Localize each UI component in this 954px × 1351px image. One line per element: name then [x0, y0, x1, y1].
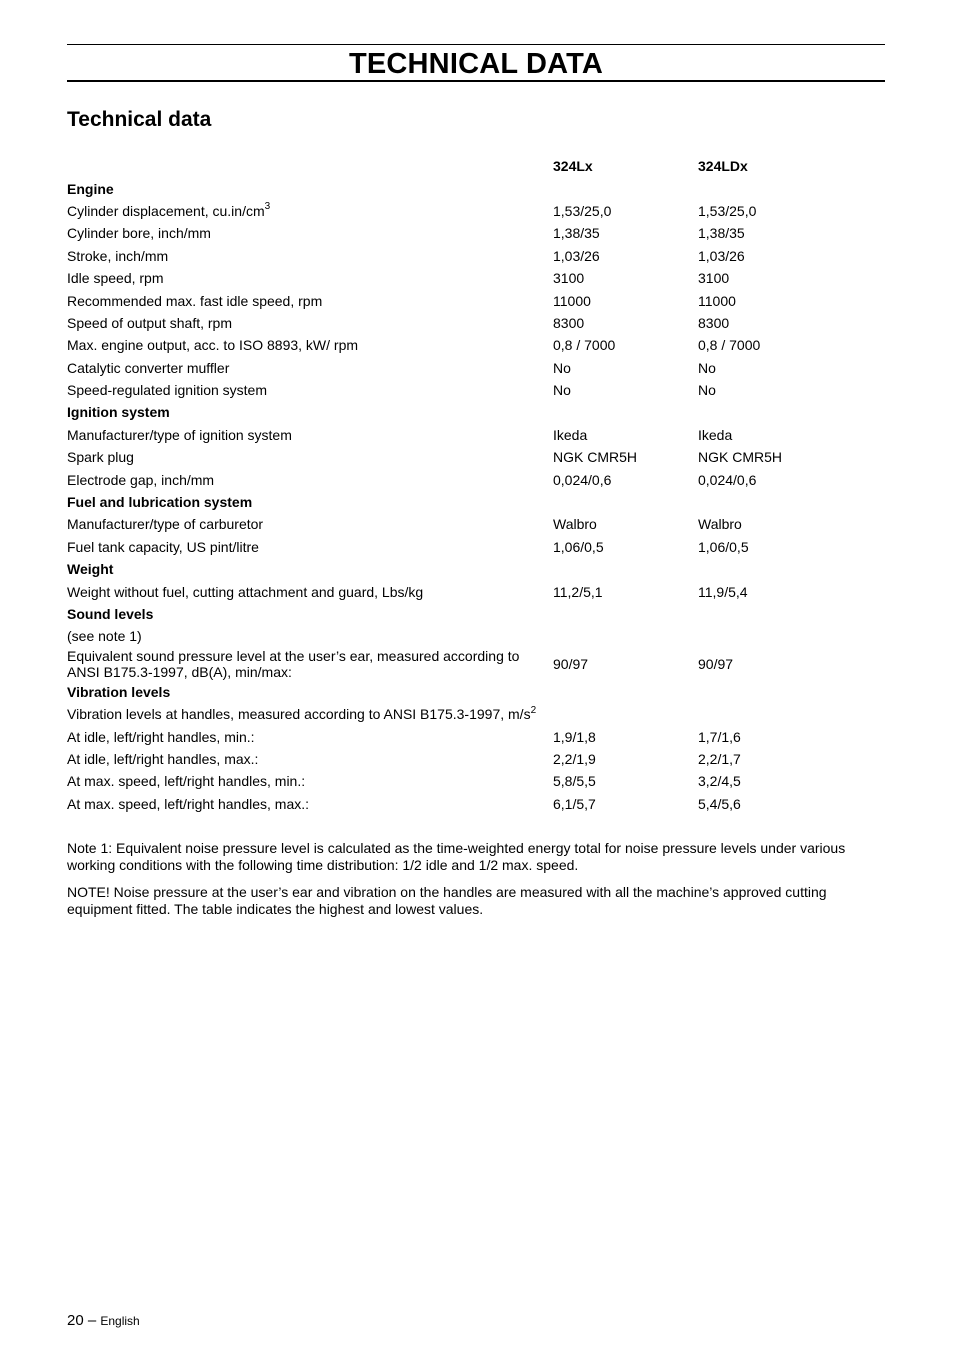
value-324ldx: 11,9/5,4	[698, 583, 748, 600]
table-row	[67, 334, 885, 356]
row-label-cell	[67, 312, 553, 334]
value-324lx: No	[553, 359, 571, 376]
value-324lx: 90/97	[553, 656, 589, 673]
row-label-cell	[67, 334, 553, 356]
row-label-superscript: 3	[264, 201, 271, 213]
row-label-cell	[67, 725, 553, 747]
group-header-label: Ignition system	[67, 404, 170, 421]
row-label: Spark plug	[67, 449, 134, 466]
row-label-cell	[67, 625, 553, 647]
value-324lx: 1,06/0,5	[553, 538, 604, 555]
value-324lx: 0,024/0,6	[553, 471, 612, 488]
table-row	[67, 424, 885, 446]
value-324lx: 1,38/35	[553, 225, 600, 242]
page-header-banner	[67, 44, 885, 82]
value-324ldx: 1,38/35	[698, 225, 745, 242]
table-header-row	[67, 155, 885, 177]
table-row	[67, 513, 885, 535]
value-324lx	[553, 625, 698, 647]
value-324ldx: Ikeda	[698, 426, 733, 443]
table-row	[67, 725, 885, 747]
row-label-continued: ANSI B175.3-1997, dB(A), min/max:	[67, 664, 292, 681]
value-324lx: Walbro	[553, 516, 597, 533]
table-row	[67, 357, 885, 379]
value-324ldx: No	[698, 382, 716, 399]
value-324ldx: 8300	[698, 314, 730, 331]
note-1: Note 1: Equivalent noise pressure level is calculated as the time-weighted energy total for noise pressure levels under various working conditions with the following time distribution: 1/2 idle and 1/2 max. speed.	[67, 840, 846, 873]
row-label: Speed-regulated ignition system	[67, 382, 268, 399]
table-row	[67, 222, 885, 244]
value-324lx	[553, 703, 698, 725]
section-title: Technical data	[67, 108, 212, 131]
row-label-superscript: 2	[530, 704, 537, 716]
table-row	[67, 703, 885, 725]
value-324lx: Ikeda	[553, 426, 588, 443]
row-label: Idle speed, rpm	[67, 270, 164, 287]
row-label-cell	[67, 379, 553, 401]
column-header-324ldx: 324LDx	[698, 158, 748, 175]
row-label-cell	[67, 424, 553, 446]
row-label: Cylinder bore, inch/mm	[67, 225, 211, 242]
group-header-row	[67, 177, 885, 199]
value-324ldx: 1,53/25,0	[698, 202, 757, 219]
row-label-cell	[67, 770, 553, 792]
table-header-label-cell	[67, 155, 553, 177]
technical-data-table	[67, 155, 885, 815]
row-label-cell	[67, 289, 553, 311]
value-324ldx: 3,2/4,5	[698, 773, 741, 790]
row-label: Max. engine output, acc. to ISO 8893, kW/ rpm	[67, 337, 359, 354]
value-324lx: 0,8 / 7000	[553, 337, 616, 354]
row-label-cell	[67, 748, 553, 770]
table-row	[67, 770, 885, 792]
value-324ldx: 1,03/26	[698, 247, 745, 264]
row-label: Vibration levels at handles, measured according to ANSI B175.3-1997, m/s	[67, 706, 531, 723]
row-label: Speed of output shaft, rpm	[67, 314, 232, 331]
table-row	[67, 793, 885, 815]
value-324lx: 11,2/5,1	[553, 583, 603, 600]
table-row	[67, 468, 885, 490]
row-label: Fuel tank capacity, US pint/litre	[67, 538, 259, 555]
value-324ldx: 90/97	[698, 656, 734, 673]
table-row	[67, 312, 885, 334]
value-324ldx: 1,7/1,6	[698, 728, 741, 745]
value-324lx: 1,53/25,0	[553, 202, 612, 219]
value-324lx: NGK CMR5H	[553, 449, 638, 466]
group-header-label: Fuel and lubrication system	[67, 494, 253, 511]
row-label-cell	[67, 200, 553, 222]
row-label: Equivalent sound pressure level at the user’s ear, measured according to	[67, 648, 520, 665]
table-row	[67, 289, 885, 311]
row-label: Catalytic converter muffler	[67, 359, 230, 376]
group-header-label: Weight	[67, 561, 114, 578]
row-label-cell	[67, 536, 553, 558]
column-header-324lx: 324Lx	[553, 158, 593, 175]
value-324ldx: 2,2/1,7	[698, 750, 741, 767]
row-label-cell	[67, 513, 553, 535]
row-label: Manufacturer/type of carburetor	[67, 516, 264, 533]
group-header-label: Sound levels	[67, 606, 154, 622]
table-row	[67, 536, 885, 558]
page-number: 20	[67, 1312, 84, 1329]
value-324ldx: 5,4/5,6	[698, 795, 741, 812]
page-header-title: TECHNICAL DATA	[348, 48, 604, 80]
row-label-cell	[67, 446, 553, 468]
value-324ldx: Walbro	[698, 516, 742, 533]
group-header-row	[67, 603, 885, 625]
row-label-cell	[67, 703, 553, 725]
row-label: Weight without fuel, cutting attachment and guard, Lbs/kg	[67, 583, 424, 600]
row-label-cell	[67, 580, 553, 602]
row-label: Cylinder displacement, cu.in/cm	[67, 202, 265, 219]
table-row	[67, 580, 885, 602]
row-label-cell	[67, 468, 553, 490]
value-324ldx: 3100	[698, 270, 730, 287]
row-label: (see note 1)	[67, 628, 142, 645]
value-324ldx	[698, 703, 885, 725]
notes-section	[67, 840, 885, 928]
value-324lx: No	[553, 382, 571, 399]
row-label-cell	[67, 357, 553, 379]
value-324lx: 1,9/1,8	[553, 728, 596, 745]
row-label-cell	[67, 267, 553, 289]
group-header-row	[67, 401, 885, 423]
group-header-label: Engine	[67, 180, 114, 197]
row-label: At idle, left/right handles, min.:	[67, 728, 255, 745]
value-324ldx: 11000	[698, 292, 736, 309]
footer-language: English	[100, 1314, 140, 1328]
value-324lx: 8300	[553, 314, 585, 331]
group-header-row	[67, 558, 885, 580]
value-324lx: 5,8/5,5	[553, 773, 596, 790]
row-label: At max. speed, left/right handles, min.:	[67, 773, 306, 790]
table-row	[67, 200, 885, 222]
value-324lx: 6,1/5,7	[553, 795, 596, 812]
note-2: NOTE! Noise pressure at the user’s ear and vibration on the handles are measured with all the machine’s approved cutting equipment fitted. The table indicates the highest and lowest values.	[67, 884, 827, 917]
value-324ldx: 0,8 / 7000	[698, 337, 761, 354]
row-label: Stroke, inch/mm	[67, 247, 169, 264]
value-324ldx: NGK CMR5H	[698, 449, 783, 466]
table-row	[67, 267, 885, 289]
value-324ldx: No	[698, 359, 716, 376]
group-header-label: Vibration levels	[67, 683, 171, 700]
table-row	[67, 446, 885, 468]
group-header-row	[67, 681, 885, 703]
value-324lx: 3100	[553, 270, 585, 287]
value-324lx: 2,2/1,9	[553, 750, 596, 767]
value-324ldx: 1,06/0,5	[698, 538, 749, 555]
row-label: Recommended max. fast idle speed, rpm	[67, 292, 323, 309]
row-label-cell	[67, 222, 553, 244]
value-324lx: 1,03/26	[553, 247, 600, 264]
table-row	[67, 245, 885, 267]
group-header-row	[67, 491, 885, 513]
page-footer	[67, 1311, 140, 1331]
row-label: Electrode gap, inch/mm	[67, 471, 215, 488]
value-324lx: 11000	[553, 292, 591, 309]
row-label: Manufacturer/type of ignition system	[67, 426, 292, 443]
table-row	[67, 748, 885, 770]
table-row	[67, 379, 885, 401]
row-label-cell	[67, 793, 553, 815]
row-label-cell	[67, 648, 553, 681]
table-row	[67, 625, 885, 647]
value-324ldx	[698, 625, 885, 647]
row-label: At idle, left/right handles, max.:	[67, 750, 259, 767]
table-row	[67, 648, 885, 681]
row-label-cell	[67, 245, 553, 267]
footer-dash: –	[87, 1312, 97, 1329]
row-label: At max. speed, left/right handles, max.:	[67, 795, 310, 812]
value-324ldx: 0,024/0,6	[698, 471, 757, 488]
